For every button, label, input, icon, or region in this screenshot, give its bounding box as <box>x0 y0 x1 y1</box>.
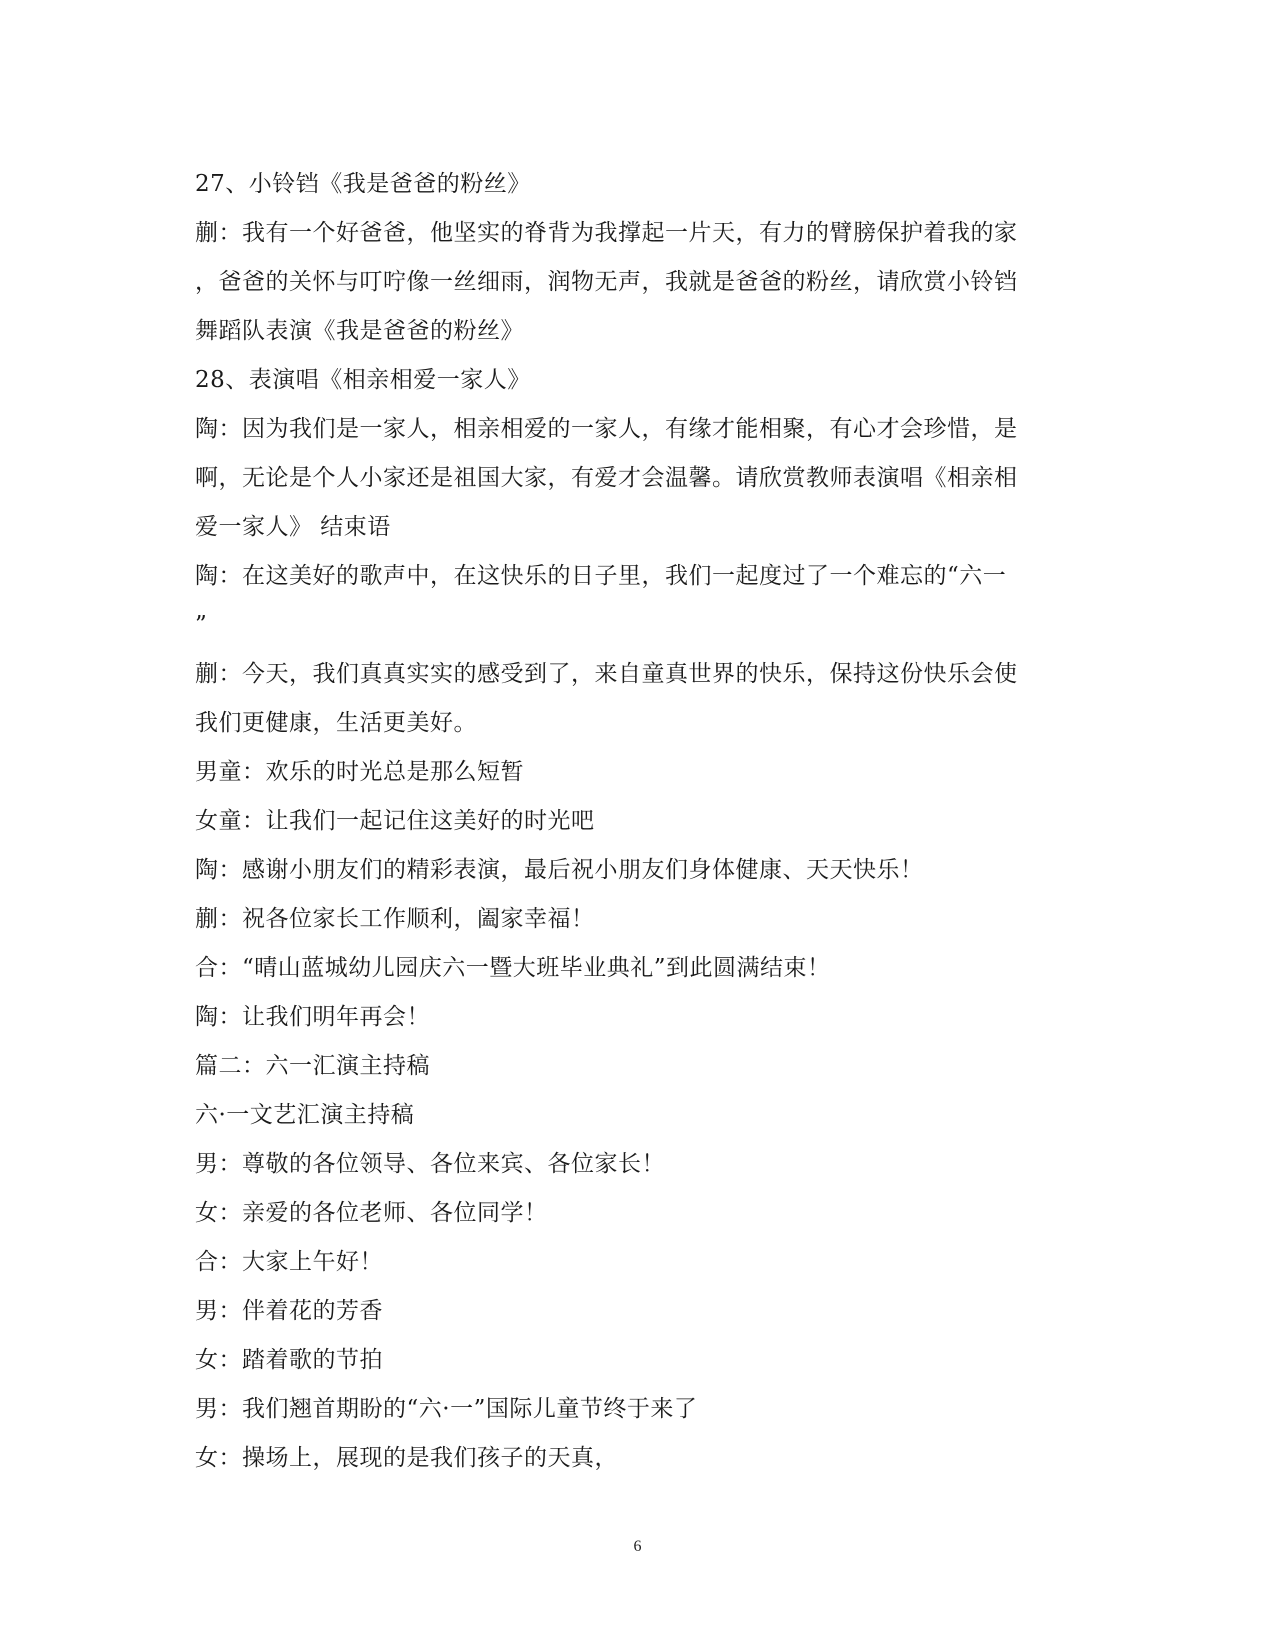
text-line: 男：我们翘首期盼的“六·一”国际儿童节终于来了 <box>195 1396 698 1422</box>
text-line: 舞蹈队表演《我是爸爸的粉丝》 <box>195 318 524 344</box>
text-line: 女童：让我们一起记住这美好的时光吧 <box>195 808 595 834</box>
page-number: 6 <box>633 1538 642 1555</box>
text-line: 女：踏着歌的节拍 <box>195 1347 383 1373</box>
text-line: 篇二：六一汇演主持稿 <box>195 1053 430 1079</box>
text-line: 27、小铃铛《我是爸爸的粉丝》 <box>195 171 531 197</box>
text-line: 28、表演唱《相亲相爱一家人》 <box>195 367 531 393</box>
text-line: 陶：在这美好的歌声中，在这快乐的日子里，我们一起度过了一个难忘的“六一 <box>195 563 1007 589</box>
text-line: 合：大家上午好！ <box>195 1249 383 1275</box>
text-line: 陶：让我们明年再会！ <box>195 1004 430 1030</box>
text-line: 男：尊敬的各位领导、各位来宾、各位家长！ <box>195 1151 665 1177</box>
text-line: 陶：感谢小朋友们的精彩表演，最后祝小朋友们身体健康、天天快乐！ <box>195 857 924 883</box>
text-line: 陶：因为我们是一家人，相亲相爱的一家人，有缘才能相聚，有心才会珍惜，是 <box>195 416 1018 442</box>
text-line: 蒯：祝各位家长工作顺利，阖家幸福！ <box>195 906 595 932</box>
text-line: 女：操场上，展现的是我们孩子的天真， <box>195 1445 618 1471</box>
document-body <box>195 160 1075 1483</box>
text-line: 我们更健康，生活更美好。 <box>195 710 477 736</box>
text-line: ” <box>195 612 208 638</box>
text-line: 合：“晴山蓝城幼儿园庆六一暨大班毕业典礼”到此圆满结束！ <box>195 955 831 981</box>
text-line: 男：伴着花的芳香 <box>195 1298 383 1324</box>
text-line: 女：亲爱的各位老师、各位同学！ <box>195 1200 548 1226</box>
text-line: 爱一家人》 结束语 <box>195 514 391 540</box>
text-line: 蒯：我有一个好爸爸，他坚实的脊背为我撑起一片天，有力的臂膀保护着我的家 <box>195 220 1018 246</box>
text-line: 六·一文艺汇演主持稿 <box>195 1102 415 1128</box>
text-line: 蒯：今天，我们真真实实的感受到了，来自童真世界的快乐，保持这份快乐会使 <box>195 661 1018 687</box>
text-line: ，爸爸的关怀与叮咛像一丝细雨，润物无声，我就是爸爸的粉丝，请欣赏小铃铛 <box>195 269 1018 295</box>
text-line: 男童：欢乐的时光总是那么短暂 <box>195 759 524 785</box>
text-line: 啊，无论是个人小家还是祖国大家，有爱才会温馨。请欣赏教师表演唱《相亲相 <box>195 465 1018 491</box>
